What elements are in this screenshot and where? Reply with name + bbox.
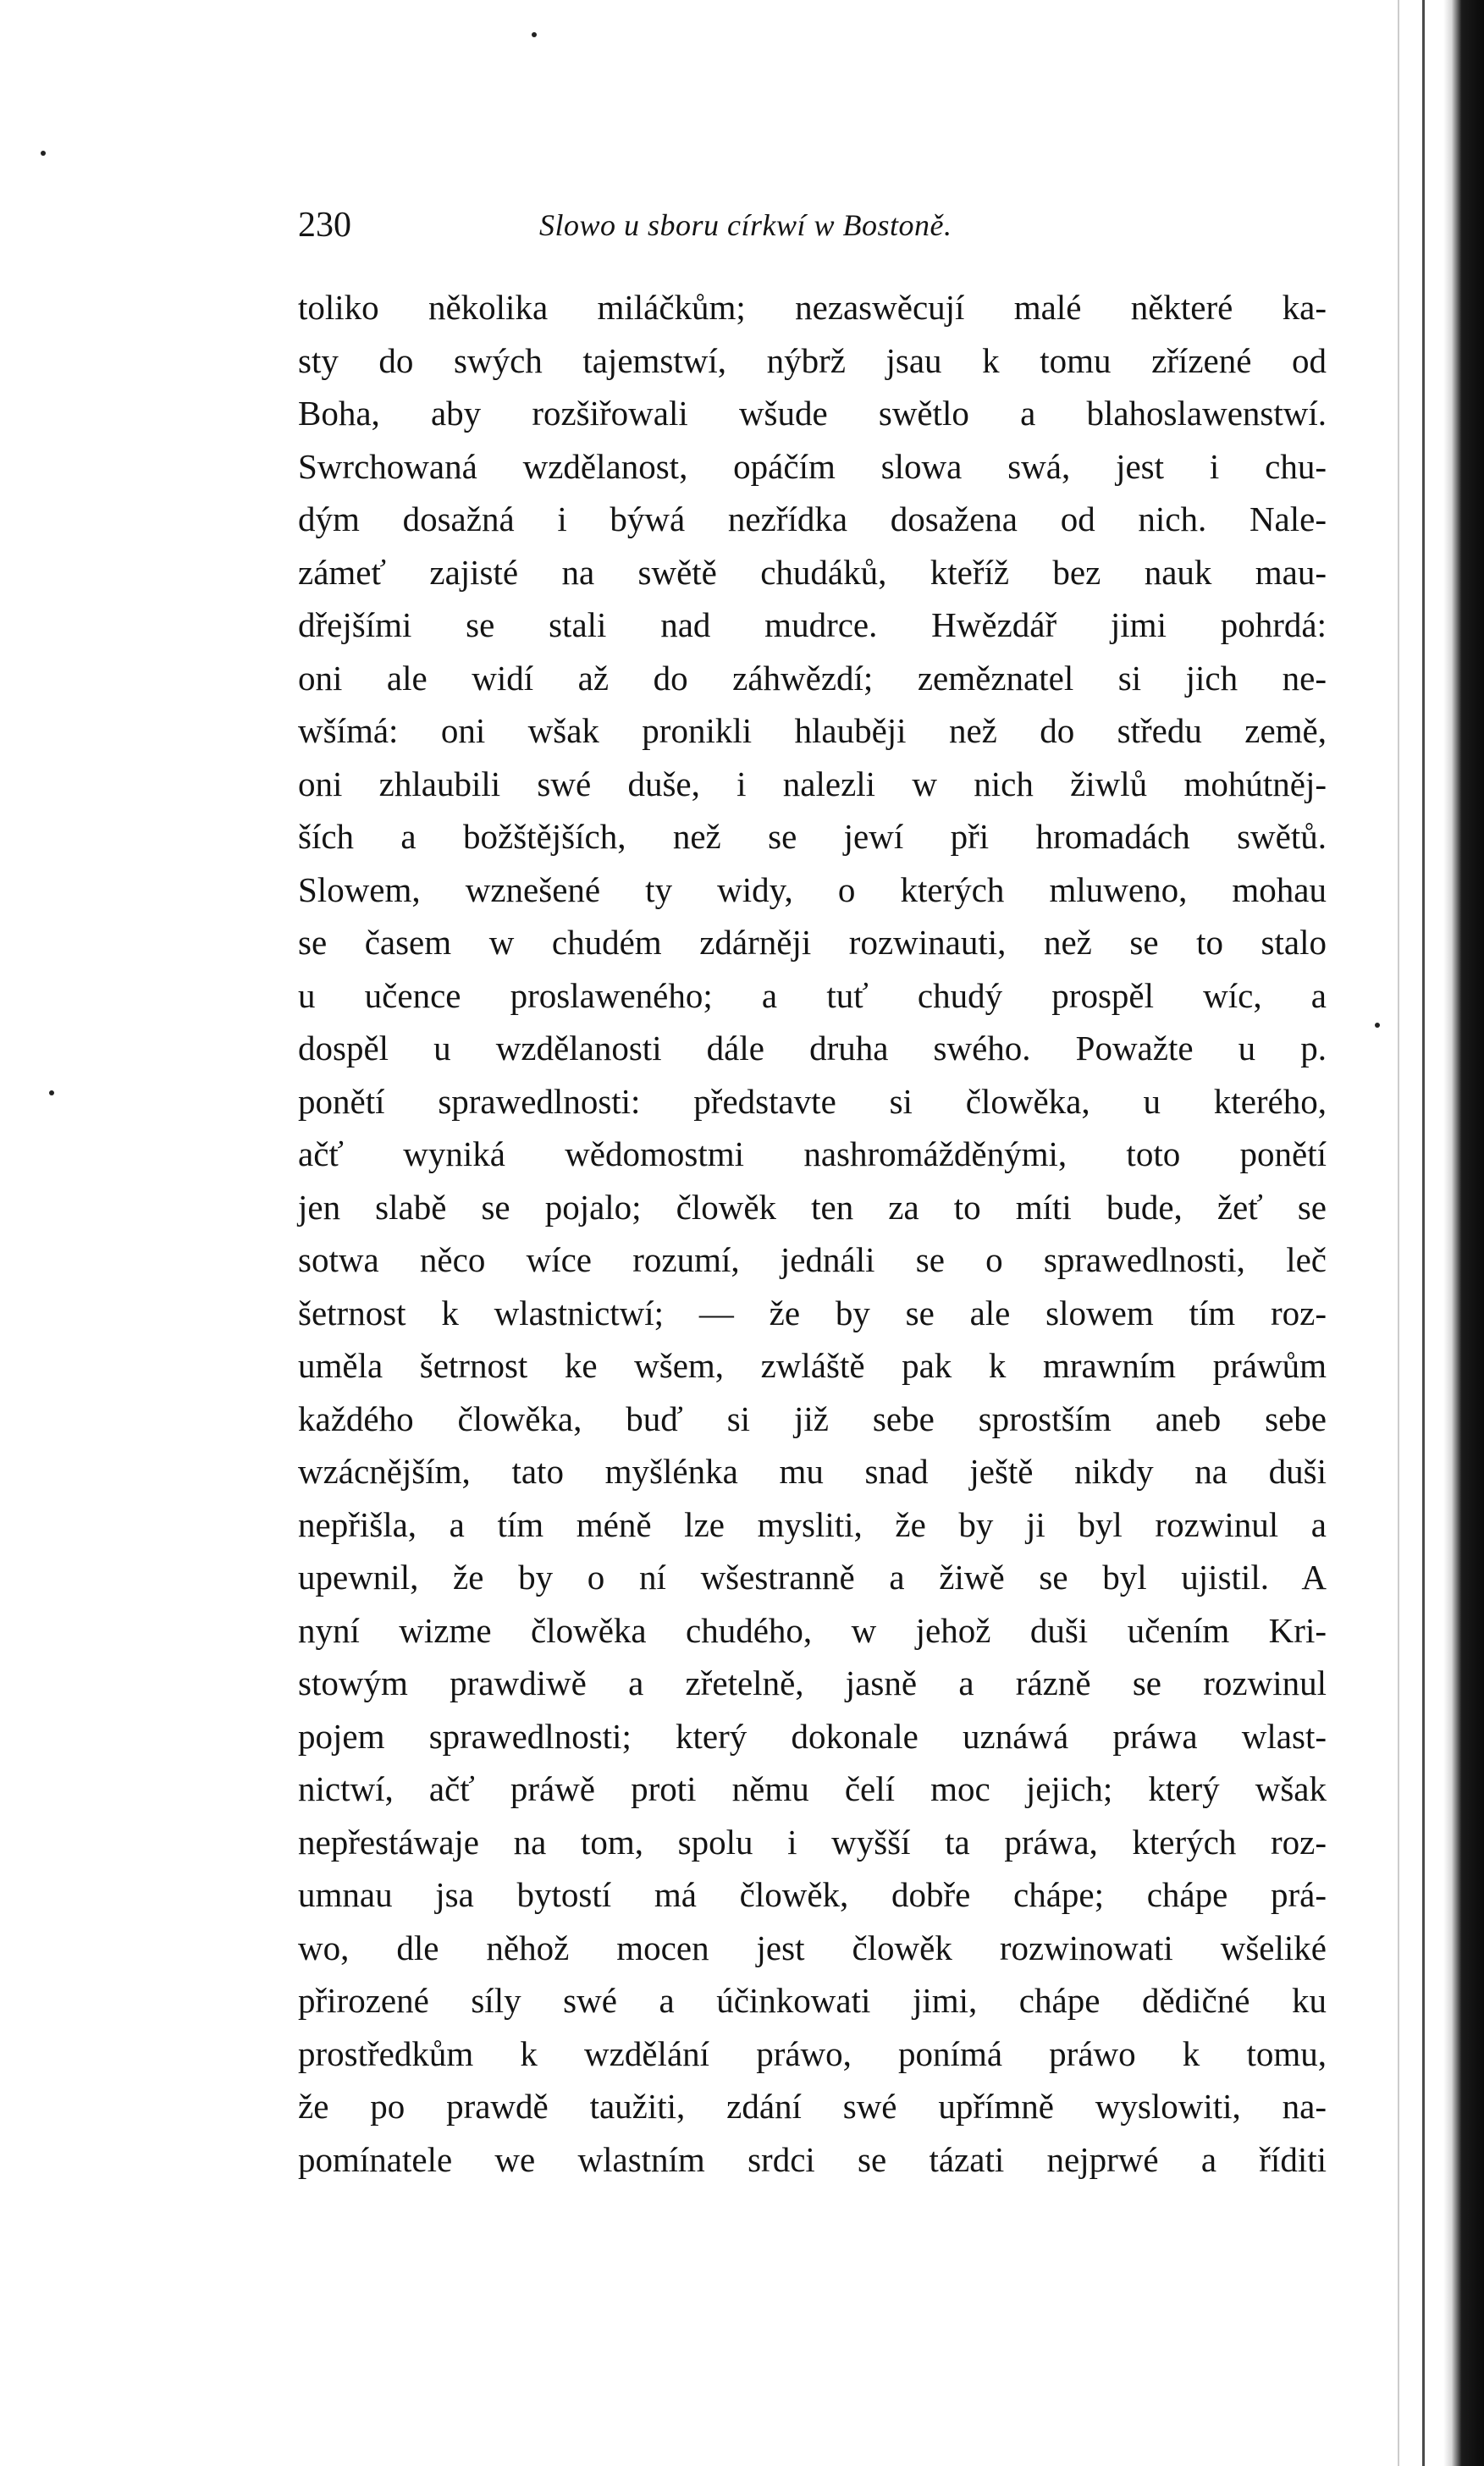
running-head: Slowo u sboru církwí w Bostoně. — [539, 208, 952, 242]
text-line: nepřišla, a tím méně lze mysliti, že by ji byl rozwinul a — [298, 1504, 1327, 1544]
text-line: nyní wizme člowěka chudého, w jehož duši učením Kri- — [298, 1610, 1327, 1650]
text-line: ponětí sprawedlnosti: představte si člowěka, u kterého, — [298, 1081, 1327, 1121]
page-number: 230 — [298, 206, 351, 245]
scan-edge-shadow — [1398, 0, 1399, 2466]
text-line: Boha, aby rozšiřowali wšude swětlo a blahoslawenstwí. — [298, 394, 1327, 433]
text-line: prostředkům k wzdělání práwo, ponímá práwo k tomu, — [298, 2033, 1327, 2073]
text-line: pomínatele we wlastním srdci se tázati nejprwé a říditi — [298, 2139, 1327, 2179]
text-line: ších a božštějších, než se jewí při hromadách swětů. — [298, 817, 1327, 856]
text-line: uměla šetrnost ke wšem, zwláště pak k mrawním práwům — [298, 1346, 1327, 1385]
text-line: sotwa něco wíce rozumí, jednáli se o sprawedlnosti, leč — [298, 1240, 1327, 1279]
text-line: nictwí, ačť práwě proti němu čelí moc jejich; který wšak — [298, 1769, 1327, 1808]
text-line: že po prawdě taužiti, zdání swé upřímně wyslowiti, na- — [298, 2087, 1327, 2126]
text-line: sty do swých tajemstwí, nýbrž jsau k tomu zřízené od — [298, 340, 1327, 380]
text-line: jen slabě se pojalo; člowěk ten za to míti bude, žeť se — [298, 1187, 1327, 1227]
text-line: wo, dle něhož mocen jest člowěk rozwinowati wšeliké — [298, 1928, 1327, 1967]
text-line: ačť wyniká wědomostmi nashromážděnými, toto ponětí — [298, 1134, 1327, 1173]
scan-edge-line — [1422, 0, 1425, 2466]
text-line: šetrnost k wlastnictwí; — že by se ale slowem tím roz- — [298, 1293, 1327, 1332]
text-line: dřejšími se stali nad mudrce. Hwězdář jimi pohrdá: — [298, 605, 1327, 644]
text-line: oni zhlaubili swé duše, i nalezli w nich žiwlů mohútněj- — [298, 764, 1327, 803]
scan-speck — [532, 32, 537, 37]
text-line: pojem sprawedlnosti; který dokonale uznáwá práwa wlast- — [298, 1716, 1327, 1756]
text-line: wšímá: oni wšak pronikli hlauběji než do středu země, — [298, 711, 1327, 750]
text-line: každého člowěka, buď si již sebe sprostším aneb sebe — [298, 1399, 1327, 1438]
text-line: dým dosažná i býwá nezřídka dosažena od nich. Nale- — [298, 499, 1327, 538]
text-line: wzácnějším, tato myšlénka mu snad ještě nikdy na duši — [298, 1452, 1327, 1491]
text-line: se časem w chudém zdárněji rozwinauti, než se to stalo — [298, 923, 1327, 962]
text-line: u učence proslaweného; a tuť chudý prospěl wíc, a — [298, 975, 1327, 1015]
text-line: stowým prawdiwě a zřetelně, jasně a rázně se rozwinul — [298, 1663, 1327, 1702]
body-text — [298, 281, 1327, 2186]
text-line: nepřestáwaje na tom, spolu i wyšší ta práwa, kterých roz- — [298, 1822, 1327, 1862]
text-line: toliko několika miláčkům; nezaswěcují malé některé ka- — [298, 288, 1327, 327]
text-line: Slowem, wznešené ty widy, o kterých mluweno, mohau — [298, 869, 1327, 909]
page-header — [298, 200, 1327, 251]
text-line: zámeť zajisté na swětě chudáků, kteříž bez nauk mau- — [298, 552, 1327, 592]
text-line: umnau jsa bytostí má člowěk, dobře chápe; chápe prá- — [298, 1875, 1327, 1914]
text-line: dospěl u wzdělanosti dále druha swého. Powažte u p. — [298, 1029, 1327, 1067]
scan-speck — [41, 151, 46, 156]
scan-speck — [49, 1090, 54, 1095]
scan-edge-border — [1443, 0, 1484, 2466]
text-line: přirozené síly swé a účinkowati jimi, chápe dědičné ku — [298, 1981, 1327, 2020]
text-line: upewnil, že by o ní wšestranně a žiwě se byl ujistil. A — [298, 1558, 1327, 1597]
text-line: oni ale widí až do záhwězdí; zeměznatel si jich ne- — [298, 658, 1327, 698]
scan-speck — [1375, 1023, 1380, 1028]
text-line: Swrchowaná wzdělanost, opáčím slowa swá, jest i chu- — [298, 446, 1327, 486]
